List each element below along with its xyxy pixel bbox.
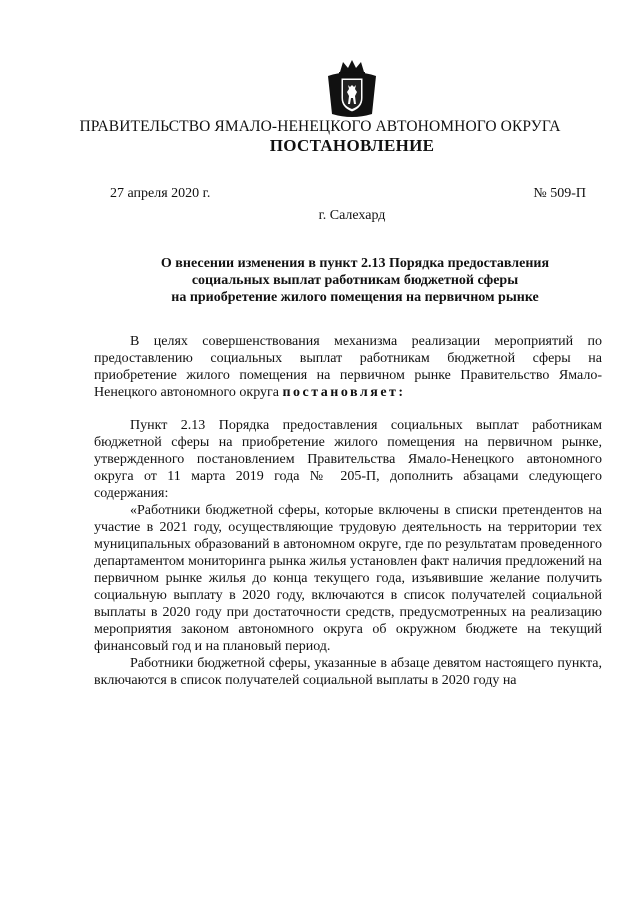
title-line: социальных выплат работникам бюджетной сферы xyxy=(191,273,519,288)
coat-of-arms-icon xyxy=(322,58,382,120)
paragraph-quoted-2: Работники бюджетной сферы, указанные в абзаце девятом настоящего пункта, включаются в список получателей социальной выплаты в 2020 году на xyxy=(94,656,602,688)
paragraph-preamble xyxy=(94,333,602,401)
document-body xyxy=(94,333,602,689)
paragraph-amendment: Пункт 2.13 Порядка предоставления социальных выплат работникам бюджетной сферы на приобретение жилого помещения на первичном рынке, утвержденного постановлением Правительства Ямало-Ненецкого автономного округа от 11 марта 2019 года № 205-П, дополнить абзацами следующего содержания: xyxy=(94,418,602,501)
action-word: постановляет: xyxy=(282,385,406,400)
paragraph-quoted-1: «Работники бюджетной сферы, которые включены в списки претендентов на участие в 2021 году, осуществляющие трудовую деятельность на территории тех муниципальных образований в автономном округе, где по результатам проведенного департаментом мониторинга рынка жилья установлен факт наличия предложений на первичном рынке жилья до конца текущего года, изъявившие желание получить социальную выплату в 2020 году, включаются в список получателей социальной выплаты в 2020 году при достаточности средств, предусмотренных на реализацию мероприятия законом автономного округа об окружном бюджете на текущий финансовый год и на плановый период. xyxy=(94,503,602,654)
document-type: ПОСТАНОВЛЕНИЕ xyxy=(269,136,435,155)
preamble-text: В целях совершенствования механизма реализации мероприятий по предоставлению социальных выплат работникам бюджетной сферы на приобретение жилого помещения на первичном рынке Правительство Ямало-Ненецкого автономного округа xyxy=(94,334,602,400)
organization-name: ПРАВИТЕЛЬСТВО ЯМАЛО-НЕНЕЦКОГО АВТОНОМНОГО ОКРУГА xyxy=(79,118,561,135)
document-number: № 509-П xyxy=(533,186,586,201)
title-line: на приобретение жилого помещения на первичном рынке xyxy=(171,290,539,305)
title-line: О внесении изменения в пункт 2.13 Порядка предоставления xyxy=(160,256,550,271)
document-title xyxy=(90,255,620,306)
document-date: 27 апреля 2020 г. xyxy=(110,186,211,201)
document-city: г. Салехард xyxy=(318,208,386,223)
